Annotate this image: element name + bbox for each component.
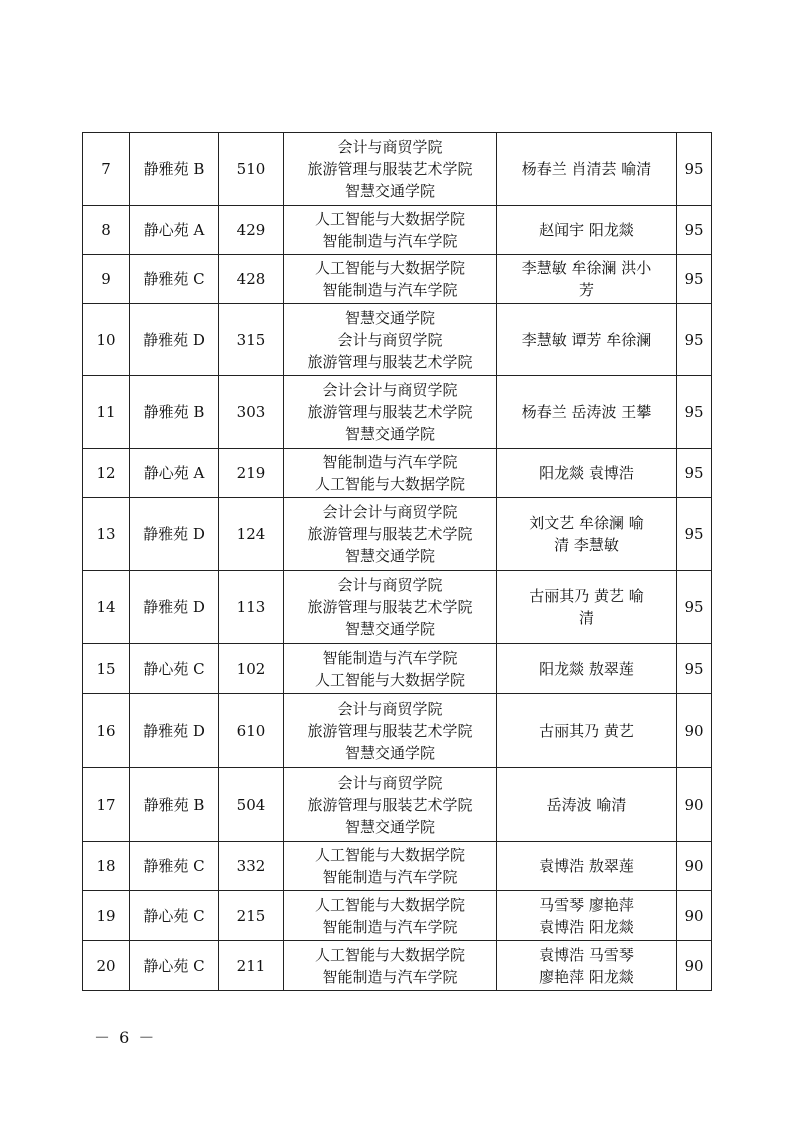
building-cell: 静雅苑 B [130,133,219,206]
college-name: 会计与商贸学院 [337,576,443,594]
college-name: 人工智能与大数据学院 [314,895,465,914]
row-number-cell: 20 [83,941,130,991]
colleges-cell [284,941,497,991]
college-name: 人工智能与大数据学院 [314,846,465,864]
college-name: 会计与商贸学院 [337,773,443,792]
people-cell [497,768,677,842]
college-name: 智能制造与汽车学院 [322,917,458,936]
college-name: 智慧交通学院 [344,425,435,443]
people-cell [497,941,677,991]
people-cell [497,498,677,571]
college-name: 旅游管理与服装艺术学院 [307,352,473,371]
score-cell: 95 [677,498,712,571]
building-cell: 静雅苑 D [130,498,219,571]
score-cell: 90 [677,941,712,991]
room-cell: 211 [219,941,284,991]
building-cell: 静雅苑 B [130,376,219,449]
people-cell [497,206,677,255]
room-cell: 504 [219,768,284,842]
people-line: 袁博浩 马雪琴 [539,945,634,964]
college-name: 智慧交通学院 [344,817,435,836]
people-line: 杨春兰 肖清芸 喻清 [521,160,652,178]
room-cell: 215 [219,891,284,941]
building-cell: 静心苑 C [130,644,219,694]
table-row [83,694,712,768]
people-line: 李慧敏 谭芳 牟徐澜 [521,330,652,349]
room-cell: 113 [219,571,284,644]
people-cell [497,255,677,304]
row-number-cell: 19 [83,891,130,941]
college-name: 旅游管理与服装艺术学院 [307,160,473,178]
colleges-cell [284,206,497,255]
row-number-cell: 10 [83,304,130,376]
college-name: 智慧交通学院 [344,743,435,762]
college-name: 智能制造与汽车学院 [322,453,458,471]
people-cell [497,133,677,206]
college-name: 智慧交通学院 [344,620,435,638]
building-cell: 静雅苑 D [130,571,219,644]
college-name: 会计与商贸学院 [337,699,443,718]
colleges-cell [284,255,497,304]
colleges-cell [284,644,497,694]
score-cell: 90 [677,842,712,891]
row-number-cell: 8 [83,206,130,255]
people-line: 岳涛波 喻清 [546,795,627,814]
college-name: 人工智能与大数据学院 [314,670,465,689]
colleges-cell [284,498,497,571]
college-name: 人工智能与大数据学院 [314,475,465,493]
people-cell [497,694,677,768]
score-cell: 95 [677,304,712,376]
college-name: 智能制造与汽车学院 [322,281,458,299]
college-name: 会计与商贸学院 [337,138,443,156]
people-line: 阳龙燚 敖翠莲 [539,659,634,678]
table-row [83,255,712,304]
people-cell [497,376,677,449]
room-cell: 428 [219,255,284,304]
table-row [83,376,712,449]
college-name: 智能制造与汽车学院 [322,868,458,886]
building-cell: 静雅苑 D [130,304,219,376]
people-line: 刘文艺 牟徐澜 喻 [529,514,644,532]
people-line: 李慧敏 牟徐澜 洪小 [521,259,652,277]
people-line: 袁博浩 阳龙燚 [539,917,634,936]
score-cell: 95 [677,255,712,304]
people-cell [497,571,677,644]
row-number-cell: 9 [83,255,130,304]
room-cell: 429 [219,206,284,255]
people-cell [497,842,677,891]
building-cell: 静雅苑 B [130,768,219,842]
colleges-cell [284,304,497,376]
room-cell: 219 [219,449,284,498]
people-line: 清 [578,609,594,627]
table-row [83,571,712,644]
table-row [83,449,712,498]
table-row [83,304,712,376]
row-number-cell: 14 [83,571,130,644]
row-number-cell: 18 [83,842,130,891]
people-cell [497,891,677,941]
college-name: 智慧交通学院 [344,308,435,327]
room-cell: 124 [219,498,284,571]
colleges-cell [284,571,497,644]
score-cell: 95 [677,376,712,449]
page-number: － 6 － [94,1028,157,1047]
building-cell: 静心苑 C [130,891,219,941]
building-cell: 静雅苑 C [130,255,219,304]
college-name: 人工智能与大数据学院 [314,945,465,964]
row-number-cell: 15 [83,644,130,694]
score-cell: 95 [677,449,712,498]
college-name: 智能制造与汽车学院 [322,967,458,986]
people-line: 廖艳萍 阳龙燚 [539,967,634,986]
people-line: 古丽其乃 黄艺 [539,721,634,740]
people-line: 马雪琴 廖艳萍 [539,895,634,914]
row-number-cell: 7 [83,133,130,206]
table-row [83,891,712,941]
colleges-cell [284,694,497,768]
row-number-cell: 12 [83,449,130,498]
people-line: 阳龙燚 袁博浩 [539,464,634,482]
table-row [83,498,712,571]
people-cell [497,304,677,376]
college-name: 智能制造与汽车学院 [322,232,458,250]
table-row [83,644,712,694]
score-cell: 95 [677,133,712,206]
colleges-cell [284,842,497,891]
table-body [83,133,712,991]
table-row [83,206,712,255]
table-row [83,133,712,206]
score-cell: 90 [677,891,712,941]
building-cell: 静心苑 A [130,206,219,255]
row-number-cell: 16 [83,694,130,768]
people-line: 袁博浩 敖翠莲 [539,857,634,875]
colleges-cell [284,133,497,206]
room-cell: 102 [219,644,284,694]
people-line: 杨春兰 岳涛波 王攀 [521,403,652,421]
room-cell: 315 [219,304,284,376]
table-row [83,768,712,842]
people-cell [497,449,677,498]
college-name: 会计会计与商贸学院 [322,381,458,399]
dorm-ranking-table [82,132,712,991]
room-cell: 510 [219,133,284,206]
building-cell: 静雅苑 D [130,694,219,768]
score-cell: 95 [677,206,712,255]
table-row [83,842,712,891]
building-cell: 静雅苑 C [130,842,219,891]
room-cell: 303 [219,376,284,449]
college-name: 智能制造与汽车学院 [322,648,458,667]
score-cell: 95 [677,571,712,644]
colleges-cell [284,449,497,498]
colleges-cell [284,376,497,449]
college-name: 旅游管理与服装艺术学院 [307,598,473,616]
building-cell: 静心苑 C [130,941,219,991]
building-cell: 静心苑 A [130,449,219,498]
people-line: 清 李慧敏 [554,536,619,554]
row-number-cell: 13 [83,498,130,571]
colleges-cell [284,768,497,842]
people-line: 赵闻宇 阳龙燚 [539,221,634,239]
row-number-cell: 11 [83,376,130,449]
college-name: 智慧交通学院 [344,547,435,565]
college-name: 人工智能与大数据学院 [314,210,465,228]
table-row [83,941,712,991]
college-name: 旅游管理与服装艺术学院 [307,403,473,421]
row-number-cell: 17 [83,768,130,842]
people-line: 古丽其乃 黄艺 喻 [529,587,644,605]
college-name: 会计与商贸学院 [337,330,443,349]
people-line: 芳 [578,281,594,299]
score-cell: 95 [677,644,712,694]
score-cell: 90 [677,694,712,768]
college-name: 旅游管理与服装艺术学院 [307,795,473,814]
college-name: 会计会计与商贸学院 [322,503,458,521]
people-cell [497,644,677,694]
room-cell: 332 [219,842,284,891]
colleges-cell [284,891,497,941]
room-cell: 610 [219,694,284,768]
score-cell: 90 [677,768,712,842]
college-name: 人工智能与大数据学院 [314,259,465,277]
college-name: 智慧交通学院 [344,182,435,200]
college-name: 旅游管理与服装艺术学院 [307,525,473,543]
college-name: 旅游管理与服装艺术学院 [307,721,473,740]
